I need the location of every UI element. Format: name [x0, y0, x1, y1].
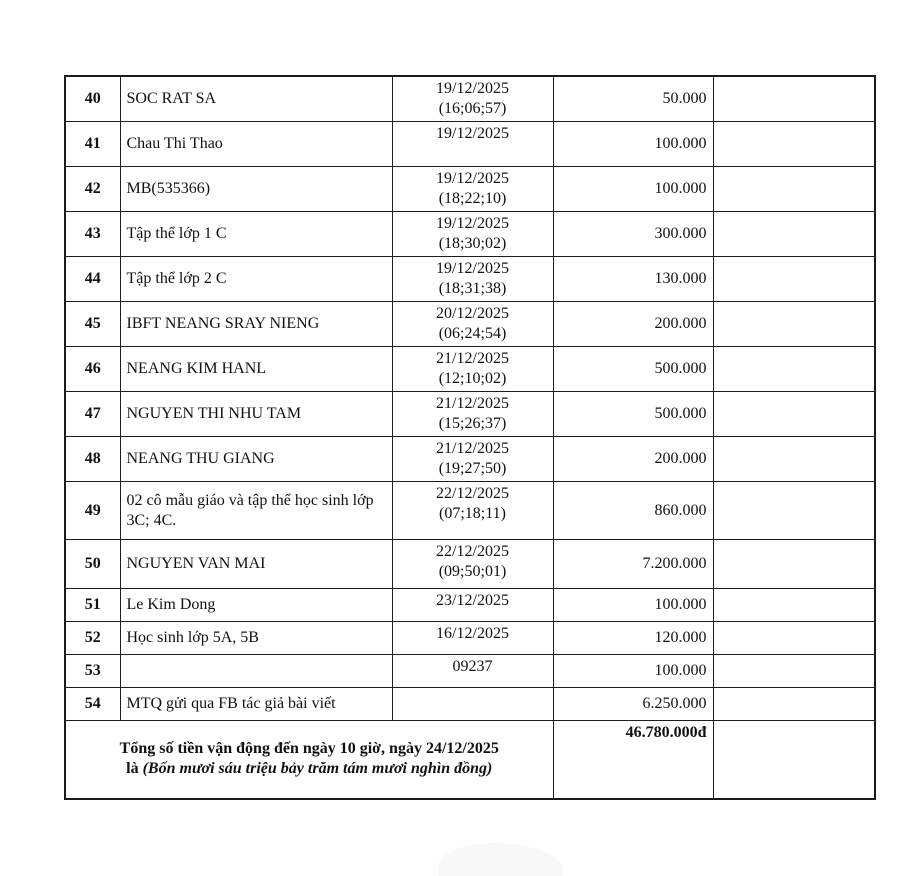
table-row: [65, 392, 875, 437]
amount-cell: 860.000: [553, 482, 713, 540]
table-row: [65, 167, 875, 212]
donor-name-cell: Chau Thi Thao: [120, 122, 392, 167]
row-number-cell: 49: [65, 482, 120, 540]
time-line: (15;26;37): [438, 415, 507, 432]
donor-name-cell: Học sinh lớp 5A, 5B: [120, 622, 392, 655]
total-amount-cell: 46.780.000đ: [553, 721, 713, 799]
date-line: 21/12/2025: [436, 350, 509, 367]
date-line: 21/12/2025: [436, 440, 509, 457]
time-line: (16;06;57): [438, 100, 507, 117]
donor-name-cell: IBFT NEANG SRAY NIENG: [120, 302, 392, 347]
table-row: [65, 76, 875, 122]
row-number-cell: 53: [65, 655, 120, 688]
note-cell: [713, 655, 875, 688]
donor-name-cell: [120, 655, 392, 688]
donor-name-cell: NEANG KIM HANL: [120, 347, 392, 392]
date-line: 19/12/2025: [436, 170, 509, 187]
donor-name-cell: 02 cô mẫu giáo và tập thể học sinh lớp 3C; 4C.: [120, 482, 392, 540]
donor-name-cell: NEANG THU GIANG: [120, 437, 392, 482]
amount-cell: 50.000: [553, 76, 713, 122]
amount-cell: 500.000: [553, 392, 713, 437]
date-cell: [392, 482, 553, 540]
date-line: 22/12/2025: [436, 543, 509, 560]
date-line: 16/12/2025: [436, 625, 509, 642]
table-row: [65, 437, 875, 482]
date-cell: [392, 655, 553, 688]
time-line: (12;10;02): [438, 370, 507, 387]
donor-name-cell: SOC RAT SA: [120, 76, 392, 122]
amount-cell: 7.200.000: [553, 540, 713, 589]
note-cell: [713, 688, 875, 721]
row-number-cell: 41: [65, 122, 120, 167]
total-amount-in-words: (Bốn mươi sáu triệu bảy trăm tám mươi nghìn đồng): [142, 760, 493, 778]
row-number-cell: 43: [65, 212, 120, 257]
table-row: [65, 482, 875, 540]
note-cell: [713, 257, 875, 302]
date-cell: [392, 392, 553, 437]
donor-name-cell: Le Kim Dong: [120, 589, 392, 622]
date-line: 23/12/2025: [436, 592, 509, 609]
total-label-line1: Tổng số tiền vận động đến ngày 10 giờ, ngày 24/12/2025: [119, 740, 499, 758]
note-cell: [713, 212, 875, 257]
date-cell: [392, 167, 553, 212]
amount-cell: 100.000: [553, 589, 713, 622]
donation-rows: [65, 76, 875, 721]
date-line: 19/12/2025: [436, 260, 509, 277]
row-number-cell: 44: [65, 257, 120, 302]
date-cell: [392, 122, 553, 167]
table-row: [65, 347, 875, 392]
table-row: [65, 540, 875, 589]
amount-cell: 6.250.000: [553, 688, 713, 721]
note-cell: [713, 122, 875, 167]
total-label-cell: [65, 721, 553, 799]
table-row: [65, 589, 875, 622]
amount-cell: 200.000: [553, 437, 713, 482]
note-cell: [713, 167, 875, 212]
note-cell: [713, 392, 875, 437]
note-cell: [713, 437, 875, 482]
note-cell: [713, 482, 875, 540]
amount-cell: 500.000: [553, 347, 713, 392]
amount-cell: 200.000: [553, 302, 713, 347]
date-cell: [392, 622, 553, 655]
date-line: 21/12/2025: [436, 395, 509, 412]
date-cell: [392, 437, 553, 482]
row-number-cell: 45: [65, 302, 120, 347]
row-number-cell: 47: [65, 392, 120, 437]
date-cell: [392, 540, 553, 589]
donation-table: [64, 75, 876, 800]
table-row: [65, 257, 875, 302]
date-cell: [392, 302, 553, 347]
amount-cell: 100.000: [553, 122, 713, 167]
donor-name-cell: MB(535366): [120, 167, 392, 212]
amount-cell: 130.000: [553, 257, 713, 302]
time-line: (19;27;50): [438, 460, 507, 477]
date-cell: [392, 589, 553, 622]
total-label-line2: là (Bốn mươi sáu triệu bảy trăm tám mươi nghìn đồng): [126, 760, 493, 778]
row-number-cell: 48: [65, 437, 120, 482]
row-number-cell: 54: [65, 688, 120, 721]
table-row: [65, 655, 875, 688]
date-line: 19/12/2025: [436, 125, 509, 142]
amount-cell: 120.000: [553, 622, 713, 655]
row-number-cell: 52: [65, 622, 120, 655]
row-number-cell: 40: [65, 76, 120, 122]
time-line: (07;18;11): [439, 505, 506, 522]
date-line: 22/12/2025: [436, 485, 509, 502]
table-row: [65, 302, 875, 347]
time-line: (06;24;54): [438, 325, 507, 342]
table-row: [65, 122, 875, 167]
date-line: 20/12/2025: [436, 305, 509, 322]
table-row: [65, 212, 875, 257]
total-section: [65, 721, 875, 799]
donor-name-cell: NGUYEN VAN MAI: [120, 540, 392, 589]
date-cell: [392, 212, 553, 257]
time-line: (18;30;02): [438, 235, 507, 252]
date-cell: [392, 76, 553, 122]
table-row: [65, 622, 875, 655]
note-cell: [713, 347, 875, 392]
donor-name-cell: Tập thể lớp 2 C: [120, 257, 392, 302]
date-cell: [392, 257, 553, 302]
row-number-cell: 51: [65, 589, 120, 622]
amount-cell: 100.000: [553, 167, 713, 212]
note-cell: [713, 540, 875, 589]
table-row: [65, 688, 875, 721]
amount-cell: 300.000: [553, 212, 713, 257]
donor-name-cell: MTQ gửi qua FB tác giả bài viết: [120, 688, 392, 721]
date-cell: [392, 688, 553, 721]
faint-watermark: [438, 843, 563, 876]
amount-cell: 100.000: [553, 655, 713, 688]
total-note-cell: [713, 721, 875, 799]
note-cell: [713, 589, 875, 622]
row-number-cell: 42: [65, 167, 120, 212]
donor-name-cell: NGUYEN THI NHU TAM: [120, 392, 392, 437]
note-cell: [713, 302, 875, 347]
note-cell: [713, 622, 875, 655]
date-line: 19/12/2025: [436, 80, 509, 97]
row-number-cell: 50: [65, 540, 120, 589]
date-cell: [392, 347, 553, 392]
donor-name-cell: Tập thể lớp 1 C: [120, 212, 392, 257]
date-line: 19/12/2025: [436, 215, 509, 232]
time-line: (18;22;10): [438, 190, 507, 207]
time-line: (18;31;38): [438, 280, 507, 297]
total-row: [65, 721, 875, 799]
note-cell: [713, 76, 875, 122]
donation-table-wrap: [64, 75, 874, 800]
time-line: (09;50;01): [438, 563, 507, 580]
row-number-cell: 46: [65, 347, 120, 392]
date-line: 09237: [452, 658, 493, 675]
